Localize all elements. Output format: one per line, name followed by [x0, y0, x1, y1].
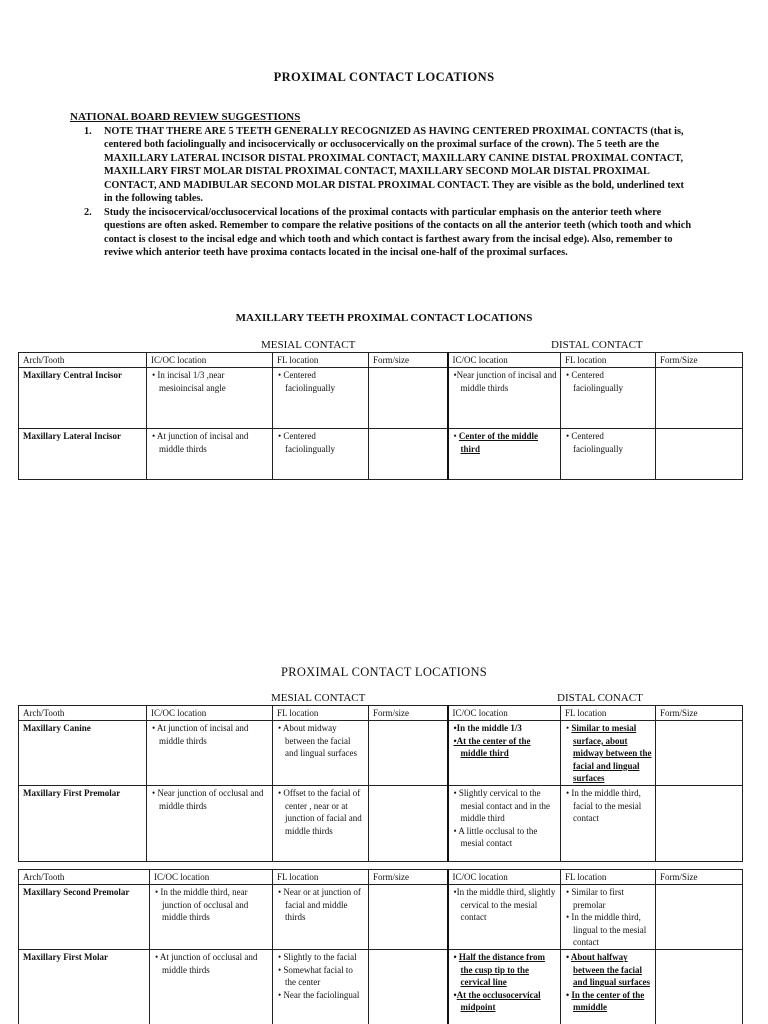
- distal-form-cell: [656, 429, 743, 480]
- distal-icoc-cell: [448, 721, 561, 786]
- header-distal-fl: FL location: [561, 706, 656, 721]
- cell-text: • In the middle third, facial to the mesial contact: [566, 788, 642, 824]
- cell-text: • At junction of occlusal and middle thirds: [155, 952, 258, 975]
- distal-fl-cell: [561, 721, 656, 786]
- mesial-fl-cell: [273, 429, 369, 480]
- cell-text: • In the middle third, lingual to the mesial contact: [566, 912, 647, 948]
- suggestion-item: [84, 206, 694, 260]
- header-mesial-form: Form/size: [369, 870, 448, 885]
- document-title: PROXIMAL CONTACT LOCATIONS: [273, 70, 495, 84]
- mesial-icoc-cell: [150, 950, 273, 1024]
- table-header-row: [19, 870, 743, 885]
- cell-text: • Offset to the facial of center , near or at junction of facial and middle thirds: [278, 788, 362, 836]
- mesial-contact-label: MESIAL CONTACT: [261, 339, 356, 351]
- cell-text-bold: • Similar to mesial surface, about midway between the facial and lingual surfaces: [566, 723, 652, 784]
- cell-text: • Centered faciolingually: [566, 370, 623, 393]
- cell-text: • About midway between the facial and lingual surfaces: [278, 723, 357, 759]
- cell-text: • At junction of incisal and middle thirds: [152, 431, 249, 454]
- distal-form-cell: [656, 885, 743, 950]
- table-row: [19, 950, 743, 1024]
- header-distal-form: Form/Size: [656, 706, 743, 721]
- header-mesial-icoc: IC/OC location: [147, 353, 273, 368]
- mesial-icoc-cell: [147, 786, 273, 862]
- table-header-row: [19, 353, 743, 368]
- table-header-row: [19, 706, 743, 721]
- header-arch-tooth: Arch/Tooth: [19, 706, 147, 721]
- header-distal-icoc: IC/OC location: [448, 870, 561, 885]
- mesial-icoc-cell: [150, 885, 273, 950]
- cell-text: • Slightly cervical to the mesial contact and in the middle third: [453, 788, 550, 824]
- mesial-fl-cell: [273, 786, 369, 862]
- distal-form-cell: [656, 721, 743, 786]
- tooth-name: Maxillary Canine: [19, 721, 147, 786]
- cell-text-bold: •In the middle 1/3: [453, 723, 522, 734]
- table-row: [19, 786, 743, 862]
- cell-text-bold: • In the center of the mmiddle: [566, 989, 645, 1013]
- distal-icoc-cell: [448, 429, 561, 480]
- document-title-page2: PROXIMAL CONTACT LOCATIONS: [280, 665, 488, 679]
- mesial-form-cell: [369, 429, 448, 480]
- cell-text-bold: • Half the distance from the cusp tip to the cervical line: [453, 952, 545, 988]
- centered-contact-text: About halfway between the facial and lingual surfaces: [570, 952, 651, 988]
- header-distal-form: Form/Size: [656, 353, 743, 368]
- header-mesial-fl: FL location: [273, 353, 369, 368]
- distal-fl-cell: [561, 950, 656, 1024]
- distal-fl-cell: [561, 429, 656, 480]
- distal-icoc-cell: [448, 786, 561, 862]
- cell-text: • Near the faciolingual: [278, 989, 360, 1000]
- distal-form-cell: [656, 368, 743, 429]
- suggestion-item: [84, 125, 694, 205]
- suggestion-text: Study the incisocervical/occlusocervical locations of the proximal contacts with particular emphasis on the anterior teeth where questions are often asked. Remember to compare the relative positions of the contacts on all the anterior teeth (which tooth and which contact is closest to the incisal edge and which tooth and which contact is farthest awary from the incisal edge). Also, remember to reviwe which anterior teeth have proxima contacts located in the incisal one-half of the proximal surfaces.: [104, 207, 692, 259]
- cell-text-bold: •At the occlusocervical midpoint: [453, 989, 541, 1013]
- cell-text: • Centered faciolingually: [278, 431, 335, 454]
- cell-text: • Somewhat facial to the center: [278, 964, 353, 988]
- header-mesial-icoc: IC/OC location: [150, 870, 273, 885]
- mesial-form-cell: [369, 786, 448, 862]
- header-arch-tooth: Arch/Tooth: [19, 870, 150, 885]
- review-suggestions-heading: NATIONAL BOARD REVIEW SUGGESTIONS: [70, 111, 301, 123]
- distal-fl-cell: [561, 368, 656, 429]
- mesial-icoc-cell: [147, 721, 273, 786]
- centered-contact-text: Half the distance from the cusp tip to the cervical line: [458, 952, 545, 988]
- mesial-icoc-cell: [147, 429, 273, 480]
- cell-text: •In the middle third, slightly cervical to the mesial contact: [453, 887, 556, 923]
- cell-text: • Similar to first premolar: [566, 887, 624, 910]
- cell-text: • Near junction of occlusal and middle thirds: [152, 788, 264, 811]
- cell-text: • Slightly to the facial: [278, 952, 357, 963]
- cell-text-bold: • Center of the middle third: [453, 431, 538, 454]
- tooth-name: Maxillary First Molar: [19, 950, 150, 1024]
- mesial-form-cell: [369, 950, 448, 1024]
- distal-fl-cell: [561, 885, 656, 950]
- cell-text: • Centered faciolingually: [278, 370, 335, 393]
- suggestion-text: NOTE THAT THERE ARE 5 TEETH GENERALLY RECOGNIZED AS HAVING CENTERED PROXIMAL CONTACTS (that is, centered both faciolingually and incisocervically or occlusocervically on the proximal surface of the crown). The 5 teeth are the MAXILLARY LATERAL INCISOR DISTAL PROXIMAL CONTACT, MAXILLARY CANINE DISTAL PROXIMAL CONTACT, MAXILLARY FIRST MOLAR DISTAL PROXIMAL CONTACT, MAXILLARY SECOND MOLAR DISTAL PROXIMAL CONTACT, AND MADIBULAR SECOND MOLAR DISTAL PROXIMAL CONTACT. They are visible as the bold, underlined text in the following tables.: [104, 126, 684, 205]
- centered-contact-text: Center of the middle third: [458, 431, 538, 454]
- suggestion-number: 2.: [84, 207, 92, 218]
- cell-text-bold: • About halfway between the facial and lingual surfaces: [566, 952, 651, 988]
- distal-icoc-cell: [448, 950, 561, 1024]
- table-row: [19, 885, 743, 950]
- contact-table-canine-premolar: [18, 705, 743, 862]
- mesial-icoc-cell: [147, 368, 273, 429]
- header-mesial-fl: FL location: [273, 870, 369, 885]
- mesial-form-cell: [369, 368, 448, 429]
- header-arch-tooth: Arch/Tooth: [19, 353, 147, 368]
- cell-text: • A little occlusal to the mesial contact: [453, 825, 538, 849]
- distal-contact-label: DISTAL CONTACT: [551, 339, 643, 351]
- header-distal-form: Form/Size: [656, 870, 743, 885]
- table-title: MAXILLARY TEETH PROXIMAL CONTACT LOCATIONS: [235, 312, 533, 324]
- centered-contact-text: In the center of the mmiddle: [571, 989, 645, 1013]
- centered-contact-text: •At the center of the middle third: [453, 735, 531, 759]
- mesial-fl-cell: [273, 368, 369, 429]
- cell-text: • In incisal 1/3 ,near mesioincisal angle: [152, 370, 226, 393]
- table-row: [19, 429, 743, 480]
- cell-text: • In the middle third, near junction of occlusal and middle thirds: [155, 887, 249, 923]
- mesial-fl-cell: [273, 721, 369, 786]
- distal-icoc-cell: [448, 368, 561, 429]
- suggestion-number: 1.: [84, 126, 92, 137]
- header-mesial-form: Form/size: [369, 353, 448, 368]
- distal-form-cell: [656, 786, 743, 862]
- contact-table-incisors: [18, 352, 743, 480]
- cell-text: • Centered faciolingually: [566, 431, 623, 454]
- header-mesial-form: Form/size: [369, 706, 448, 721]
- header-mesial-fl: FL location: [273, 706, 369, 721]
- header-distal-icoc: IC/OC location: [448, 353, 561, 368]
- tooth-name: Maxillary Second Premolar: [19, 885, 150, 950]
- mesial-form-cell: [369, 721, 448, 786]
- header-mesial-icoc: IC/OC location: [147, 706, 273, 721]
- cell-text: •Near junction of incisal and middle thirds: [453, 370, 557, 393]
- cell-text: • At junction of incisal and middle thirds: [152, 723, 249, 746]
- distal-icoc-cell: [448, 885, 561, 950]
- contact-table-premolar-molar: [18, 869, 743, 1024]
- tooth-name: Maxillary First Premolar: [19, 786, 147, 862]
- distal-contact-label: DISTAL CONACT: [557, 692, 643, 704]
- header-distal-fl: FL location: [561, 353, 656, 368]
- tooth-name: Maxillary Central Incisor: [19, 368, 147, 429]
- mesial-contact-label: MESIAL CONTACT: [271, 692, 366, 704]
- centered-contact-text: Similar to mesial surface, about midway between the facial and lingual surfaces: [571, 723, 652, 784]
- distal-form-cell: [656, 950, 743, 1024]
- cell-text: • Near or at junction of facial and middle thirds: [278, 887, 361, 923]
- mesial-form-cell: [369, 885, 448, 950]
- tooth-name: Maxillary Lateral Incisor: [19, 429, 147, 480]
- mesial-fl-cell: [273, 950, 369, 1024]
- table-row: [19, 721, 743, 786]
- mesial-fl-cell: [273, 885, 369, 950]
- header-distal-icoc: IC/OC location: [448, 706, 561, 721]
- distal-fl-cell: [561, 786, 656, 862]
- centered-contact-text: At the occlusocervical midpoint: [456, 989, 541, 1013]
- table-row: [19, 368, 743, 429]
- header-distal-fl: FL location: [561, 870, 656, 885]
